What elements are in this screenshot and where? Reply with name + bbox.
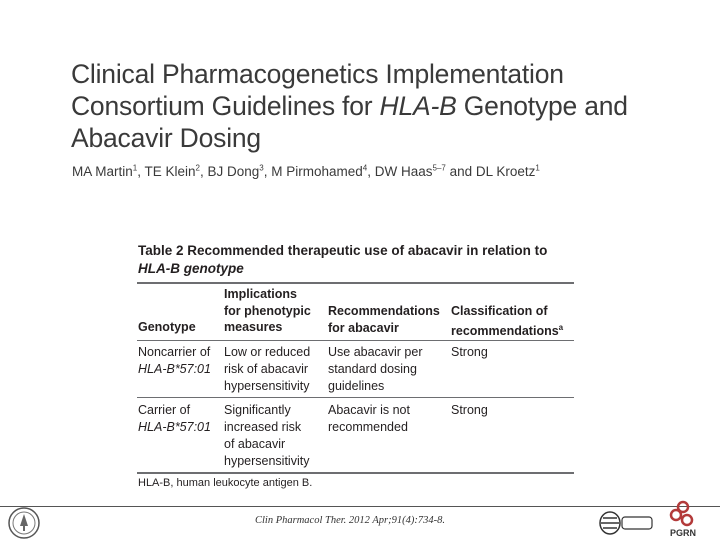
author-affiliation: 5–7: [432, 163, 446, 173]
author-name: TE Klein: [144, 164, 196, 179]
header-genotype: Genotype: [138, 320, 196, 334]
row1-recommendations: Use abacavir per standard dosing guidelines: [328, 345, 423, 393]
author-name: MA Martin: [72, 164, 133, 179]
author-affiliation: 2: [195, 163, 200, 173]
article-title: [71, 58, 691, 154]
row2-implications: Significantly increased risk of abacavir hypersensitivity: [224, 403, 310, 468]
author-list: MA Martin$^1$, TE Klein$^2$, BJ Dong$^3$, M Pirmohamed$^4$, DW Haas$^{5-7}$ and DL Kroetz$^1$: [72, 163, 540, 179]
title-line-1: Clinical Pharmacogenetics Implementation: [71, 59, 564, 89]
pgrn-label: PGRN: [670, 528, 697, 538]
pgrn-logo-icon: [665, 500, 701, 530]
header-classification: Classification of recommendations$^a$: [451, 304, 564, 338]
table-bottom-rule: [137, 472, 574, 474]
row2-classification: Strong: [451, 403, 488, 417]
citation: Clin Pharmacol Ther. 2012 Apr;91(4):734-8.: [255, 515, 445, 526]
row1-classification: Strong: [451, 345, 488, 359]
table-top-rule: [137, 282, 574, 284]
header-implications: Implications for phenotypic measures: [224, 287, 311, 334]
row2-recommendations: Abacavir is not recommended: [328, 403, 410, 434]
row2-genotype: Carrier of HLA-B*57:01: [138, 403, 211, 434]
author-name: M Pirmohamed: [271, 164, 363, 179]
university-seal-icon: [4, 506, 44, 540]
row1-genotype: Noncarrier of HLA-B*57:01: [138, 345, 211, 376]
row1-implications: Low or reduced risk of abacavir hypersensitivity: [224, 345, 311, 393]
author-name: DW Haas: [374, 164, 433, 179]
author-affiliation: 4: [362, 163, 368, 173]
header-rule: [137, 340, 574, 341]
title-line-2: Consortium Guidelines for HLA-B Genotype and: [71, 91, 628, 121]
author-name: BJ Dong: [207, 164, 260, 179]
title-line-3: Abacavir Dosing: [71, 123, 261, 153]
author-affiliation: 1: [535, 163, 540, 173]
row-divider: [137, 397, 574, 398]
author-name: DL Kroetz: [475, 164, 536, 179]
header-recommendations: Recommendations for abacavir: [328, 304, 440, 335]
table-caption: Table 2 Recommended therapeutic use of abacavir in relation to HLA-B genotype: [138, 243, 548, 276]
footer-divider: [0, 506, 720, 507]
author-affiliation: 1: [132, 163, 138, 173]
pharmgkb-logo-icon: [598, 509, 658, 537]
table-footnote: HLA-B, human leukocyte antigen B.: [138, 477, 313, 489]
author-affiliation: 3: [259, 163, 264, 173]
